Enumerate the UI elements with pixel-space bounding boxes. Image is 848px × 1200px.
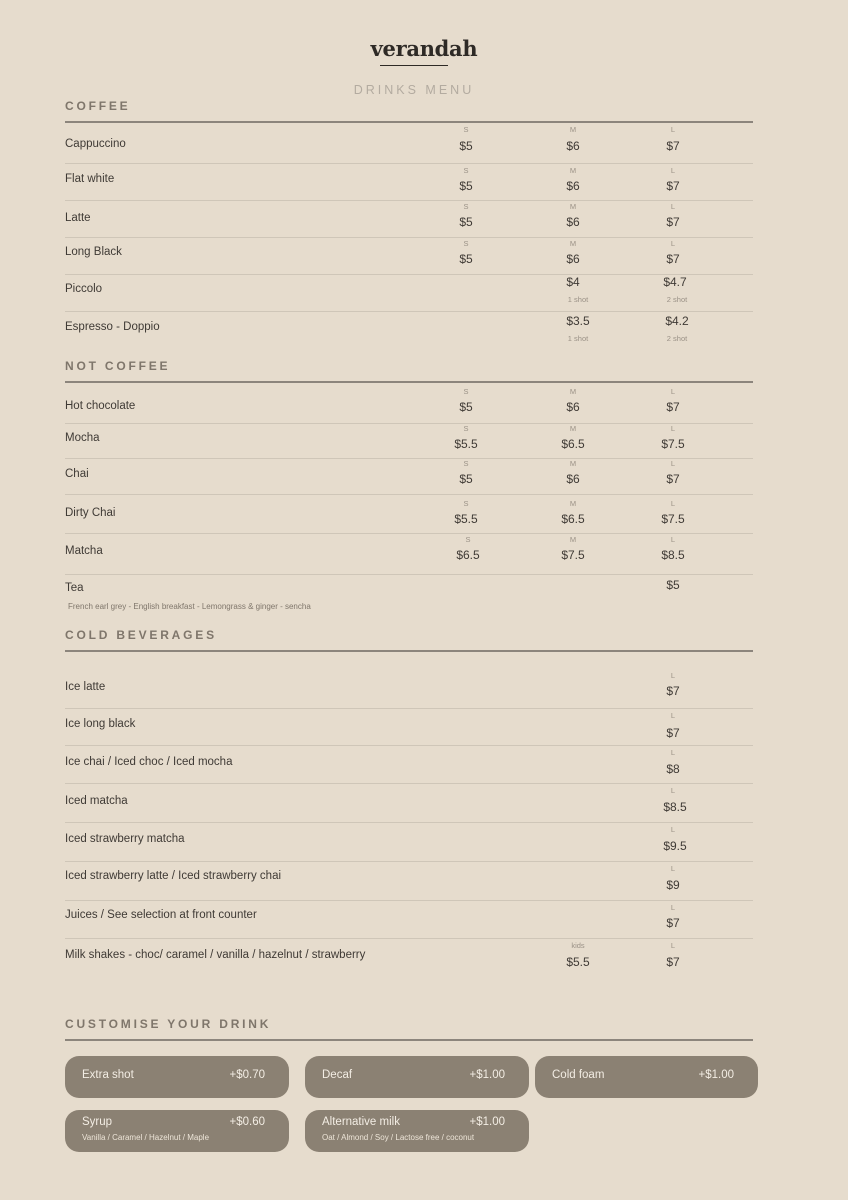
option-cold-foam <box>535 1056 758 1098</box>
menu-row <box>65 784 753 823</box>
item-name: Mocha <box>65 432 100 444</box>
option-price: +$1.00 <box>469 1116 505 1128</box>
menu-row <box>65 495 753 534</box>
shot-note: 2 shot <box>666 295 688 304</box>
item-price: $6 <box>566 139 580 153</box>
menu-row <box>65 383 753 424</box>
item-price: $5 <box>459 472 473 486</box>
option-label: Decaf <box>322 1069 353 1081</box>
item-price: $9.5 <box>663 839 687 853</box>
size-label: S <box>463 125 469 134</box>
item-price: $5 <box>459 139 473 153</box>
size-label: S <box>463 166 469 175</box>
item-price: $7 <box>666 179 680 193</box>
item-price: $6.5 <box>561 512 585 526</box>
section-title-not-coffee: NOT COFFEE <box>65 359 171 373</box>
item-name: Latte <box>65 212 91 224</box>
size-label: S <box>463 424 469 433</box>
option-label: Cold foam <box>552 1069 605 1081</box>
item-price: $5 <box>459 252 473 266</box>
item-price: $6.5 <box>561 437 585 451</box>
item-price: $7.5 <box>561 548 585 562</box>
item-price: $7 <box>666 252 680 266</box>
item-name: Milk shakes - choc/ caramel / vanilla / hazelnut / strawberry <box>65 949 366 961</box>
menu-row <box>65 459 753 495</box>
item-name: Tea <box>65 582 84 594</box>
item-price: $7.5 <box>661 512 685 526</box>
size-label: M <box>569 239 577 248</box>
menu-row <box>65 123 753 164</box>
item-price: $5.5 <box>454 437 478 451</box>
size-label: L <box>670 786 676 795</box>
option-sub: Vanilla / Caramel / Hazelnut / Maple <box>82 1133 210 1142</box>
size-label: L <box>670 459 676 468</box>
menu-subtitle: DRINKS MENU <box>353 83 475 97</box>
shot-note: 1 shot <box>567 334 589 343</box>
option-label: Syrup <box>82 1116 113 1128</box>
item-price: $7 <box>666 684 680 698</box>
item-name: Flat white <box>65 173 115 185</box>
option-price: +$0.70 <box>229 1069 265 1081</box>
menu-row <box>65 275 753 312</box>
menu-row <box>65 312 753 352</box>
item-name: Matcha <box>65 545 103 557</box>
item-price: $7 <box>666 400 680 414</box>
size-label: S <box>463 239 469 248</box>
item-price: $7 <box>666 955 680 969</box>
item-price: $7.5 <box>661 437 685 451</box>
size-label: L <box>670 499 676 508</box>
item-price: $7 <box>666 139 680 153</box>
size-label: L <box>670 387 676 396</box>
size-label: S <box>465 535 471 544</box>
tea-varieties: French earl grey - English breakfast - Lemongrass & ginger - sencha <box>68 602 311 611</box>
brand-underline <box>380 65 448 66</box>
size-label: M <box>569 535 577 544</box>
item-price: $5 <box>666 578 680 592</box>
item-price: $7 <box>666 916 680 930</box>
item-price: $8 <box>666 762 680 776</box>
option-price: +$0.60 <box>229 1116 265 1128</box>
size-label: M <box>569 424 577 433</box>
item-price: $5 <box>459 179 473 193</box>
item-name: Ice long black <box>65 718 136 730</box>
section-title-cold-beverages: COLD BEVERAGES <box>65 628 217 642</box>
item-price: $3.5 <box>566 314 590 328</box>
shot-note: 1 shot <box>567 295 589 304</box>
menu-row <box>65 424 753 459</box>
size-label: L <box>670 711 676 720</box>
section-title-customise: CUSTOMISE YOUR DRINK <box>65 1017 272 1031</box>
item-price: $9 <box>666 878 680 892</box>
section-rule-customise <box>65 1039 753 1041</box>
item-name: Dirty Chai <box>65 507 116 519</box>
item-price: $4.7 <box>663 275 687 289</box>
size-label: S <box>463 387 469 396</box>
size-label: L <box>670 903 676 912</box>
size-label: S <box>463 499 469 508</box>
item-price: $4.2 <box>665 314 689 328</box>
item-price: $7 <box>666 472 680 486</box>
menu-row <box>65 164 753 201</box>
item-price: $5 <box>459 215 473 229</box>
item-price: $4 <box>566 275 580 289</box>
menu-row <box>65 746 753 784</box>
item-price: $7 <box>666 726 680 740</box>
size-label: kids <box>571 941 585 950</box>
menu-row <box>65 238 753 275</box>
option-label: Extra shot <box>82 1069 134 1081</box>
size-label: M <box>569 166 577 175</box>
size-label: L <box>670 166 676 175</box>
item-name: Espresso - Doppio <box>65 321 160 333</box>
size-label: L <box>670 671 676 680</box>
item-price: $8.5 <box>661 548 685 562</box>
menu-row <box>65 823 753 862</box>
size-label: L <box>670 941 676 950</box>
item-price: $6.5 <box>456 548 480 562</box>
item-price: $6 <box>566 215 580 229</box>
item-price: $5 <box>459 400 473 414</box>
shot-note: 2 shot <box>666 334 688 343</box>
size-label: M <box>569 459 577 468</box>
option-sub: Oat / Almond / Soy / Lactose free / coconut <box>322 1133 475 1142</box>
item-name: Ice chai / Iced choc / Iced mocha <box>65 756 233 768</box>
size-label: L <box>670 424 676 433</box>
item-price: $7 <box>666 215 680 229</box>
menu-row <box>65 652 753 709</box>
item-name: Iced strawberry latte / Iced strawberry chai <box>65 870 282 882</box>
option-extra-shot <box>65 1056 289 1098</box>
menu-row <box>65 201 753 238</box>
menu-row <box>65 534 753 575</box>
size-label: L <box>670 239 676 248</box>
item-price: $5.5 <box>566 955 590 969</box>
size-label: M <box>569 387 577 396</box>
size-label: L <box>670 535 676 544</box>
item-price: $6 <box>566 179 580 193</box>
option-syrup <box>65 1110 289 1152</box>
item-name: Iced strawberry matcha <box>65 833 185 845</box>
size-label: L <box>670 825 676 834</box>
size-label: L <box>670 864 676 873</box>
item-name: Piccolo <box>65 283 103 295</box>
size-label: M <box>569 125 577 134</box>
item-name: Long Black <box>65 246 122 258</box>
item-price: $8.5 <box>663 800 687 814</box>
item-price: $6 <box>566 400 580 414</box>
option-alternative-milk <box>305 1110 529 1152</box>
size-label: S <box>463 459 469 468</box>
size-label: L <box>670 202 676 211</box>
option-price: +$1.00 <box>698 1069 734 1081</box>
option-label: Alternative milk <box>322 1116 400 1128</box>
item-price: $6 <box>566 472 580 486</box>
size-label: L <box>670 125 676 134</box>
option-price: +$1.00 <box>469 1069 505 1081</box>
brand-logo: verandah <box>370 36 478 61</box>
item-name: Chai <box>65 468 89 480</box>
menu-row <box>65 901 753 939</box>
item-name: Iced matcha <box>65 795 128 807</box>
size-label: M <box>569 499 577 508</box>
size-label: M <box>569 202 577 211</box>
menu-row <box>65 939 753 979</box>
item-name: Cappuccino <box>65 138 126 150</box>
item-price: $5.5 <box>454 512 478 526</box>
size-label: S <box>463 202 469 211</box>
size-label: L <box>670 748 676 757</box>
menu-row <box>65 862 753 901</box>
item-name: Juices / See selection at front counter <box>65 909 257 921</box>
section-title-coffee: COFFEE <box>65 99 131 113</box>
item-price: $6 <box>566 252 580 266</box>
item-name: Ice latte <box>65 681 106 693</box>
menu-row <box>65 709 753 746</box>
option-decaf <box>305 1056 529 1098</box>
item-name: Hot chocolate <box>65 400 136 412</box>
